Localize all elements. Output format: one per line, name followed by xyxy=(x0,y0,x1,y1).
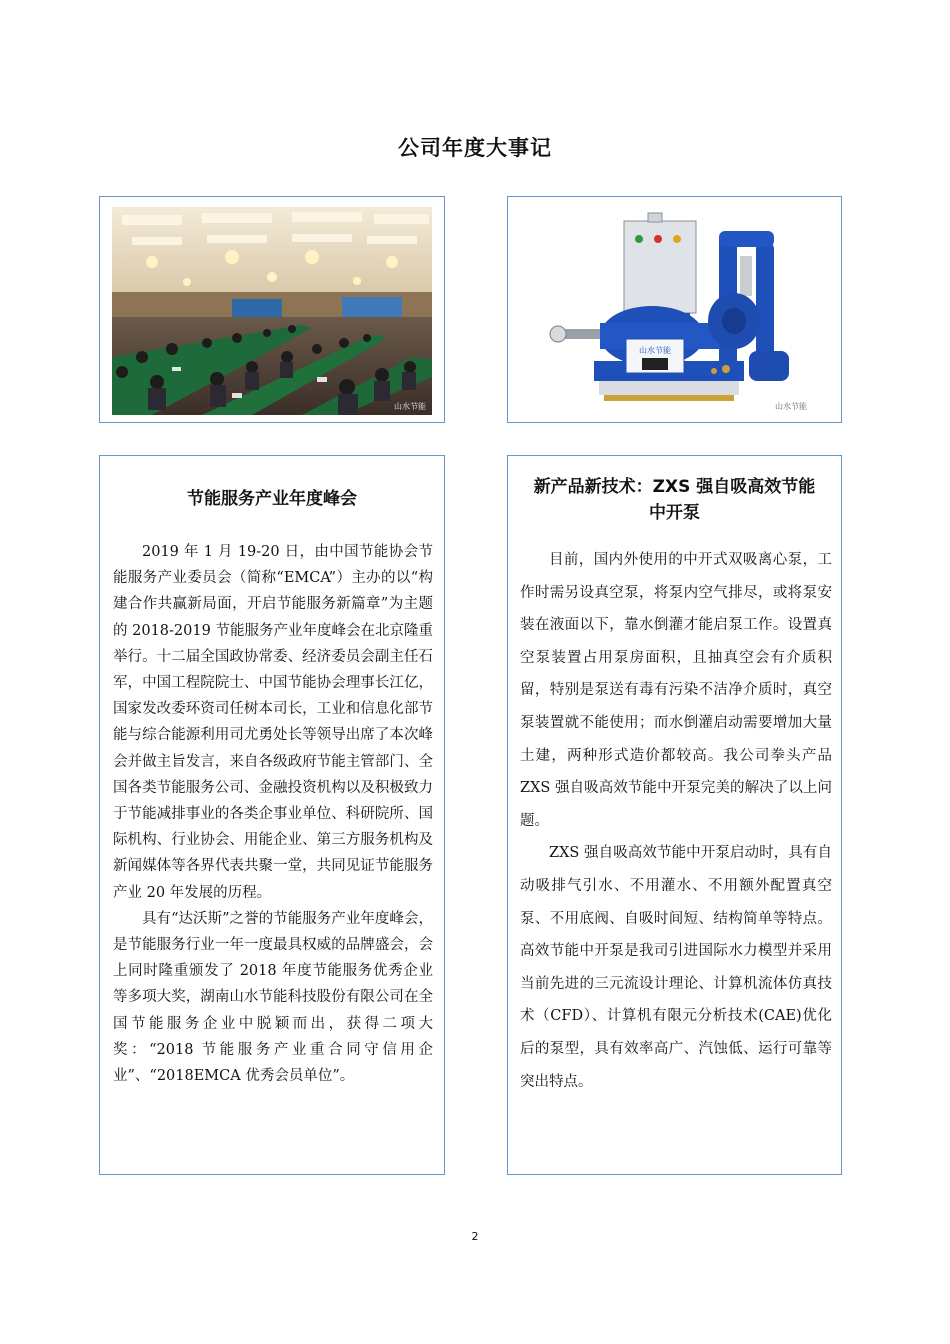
page-title: 公司年度大事记 xyxy=(398,136,552,160)
product-heading-line: 新产品新技术：ZXS 强自吸高效节能 xyxy=(533,477,816,497)
product-heading xyxy=(508,474,841,526)
photo-watermark: 山水节能 xyxy=(394,402,426,411)
pump-logo-text: 山水节能 xyxy=(639,346,671,355)
photo-watermark: 山水节能 xyxy=(775,402,807,411)
product-heading-line: 中开泵 xyxy=(649,503,700,523)
conference-hall-illustration xyxy=(112,207,432,415)
product-paragraph: 目前，国内外使用的中开式双吸离心泵，工作时需另设真空泵，将泵内空气排尽，或将泵安装在液面以下，靠水倒灌才能启泵工作。设置真空泵装置占用泵房面积，且抽真空会有介质积留，特别是泵送有毒有污染不洁净介质时，真空泵装置就不能使用；而水倒灌启动需要增加大量土建，两种形式造价都较高。我公司拳头产品 ZXS 强自吸高效节能中开泵完美的解决了以上问题。 xyxy=(520,552,832,829)
pump-photo-frame xyxy=(507,196,842,423)
pump-photo xyxy=(544,211,809,415)
product-paragraph: ZXS 强自吸高效节能中开泵启动时，具有自动吸排气引水、不用灌水、不用额外配置真空泵、不用底阀、自吸时间短、结构简单等特点。高效节能中开泵是我司引进国际水力模型并采用当前先进的三元流设计理论、计算机流体仿真技术（CFD）、计算机有限元分析技术(CAE)优化后的泵型，具有效率高广、汽蚀低、运行可靠等突出特点。 xyxy=(520,845,832,1090)
summit-article-body xyxy=(113,539,433,1089)
summit-heading: 节能服务产业年度峰会 xyxy=(187,489,357,509)
summit-article-box xyxy=(99,455,445,1175)
pump-illustration xyxy=(544,211,809,415)
summit-paragraph: 2019 年 1 月 19-20 日，由中国节能协会节能服务产业委员会（简称“EMCA”）主办的以“构建合作共赢新局面，开启节能服务新篇章”为主题的 2018-2019 节能服务产业年度峰会在北京隆重举行。十二届全国政协常委、经济委员会副主任石军，中国工程院院士、中国节能协会理事长江亿，国家发改委环资司任树本司长，工业和信息化部节能与综合能源利用司尤勇处长等领导出席了本次峰会并做主旨发言，来自各级政府节能主管部门、全国各类节能服务公司、金融投资机构以及积极致力于节能减排事业的各类企事业单位、科研院所、国际机构、行业协会、用能企业、第三方服务机构及新闻媒体等各界代表共聚一堂，共同见证节能服务产业 20 年发展的历程。 xyxy=(113,544,433,901)
conference-photo xyxy=(112,207,432,415)
product-article-body xyxy=(520,544,832,1098)
conference-photo-frame xyxy=(99,196,445,423)
product-article-box xyxy=(507,455,842,1175)
page-number: 2 xyxy=(471,1230,479,1243)
summit-paragraph: 具有“达沃斯”之誉的节能服务产业年度峰会，是节能服务行业一年一度最具权威的品牌盛会，会上同时隆重颁发了 2018 年度节能服务优秀企业等多项大奖，湖南山水节能科技股份有限公司在全国节能服务企业中脱颖而出，获得二项大奖：“2018 节能服务产业重合同守信用企业”、“2018EMCA 优秀会员单位”。 xyxy=(113,910,433,1085)
